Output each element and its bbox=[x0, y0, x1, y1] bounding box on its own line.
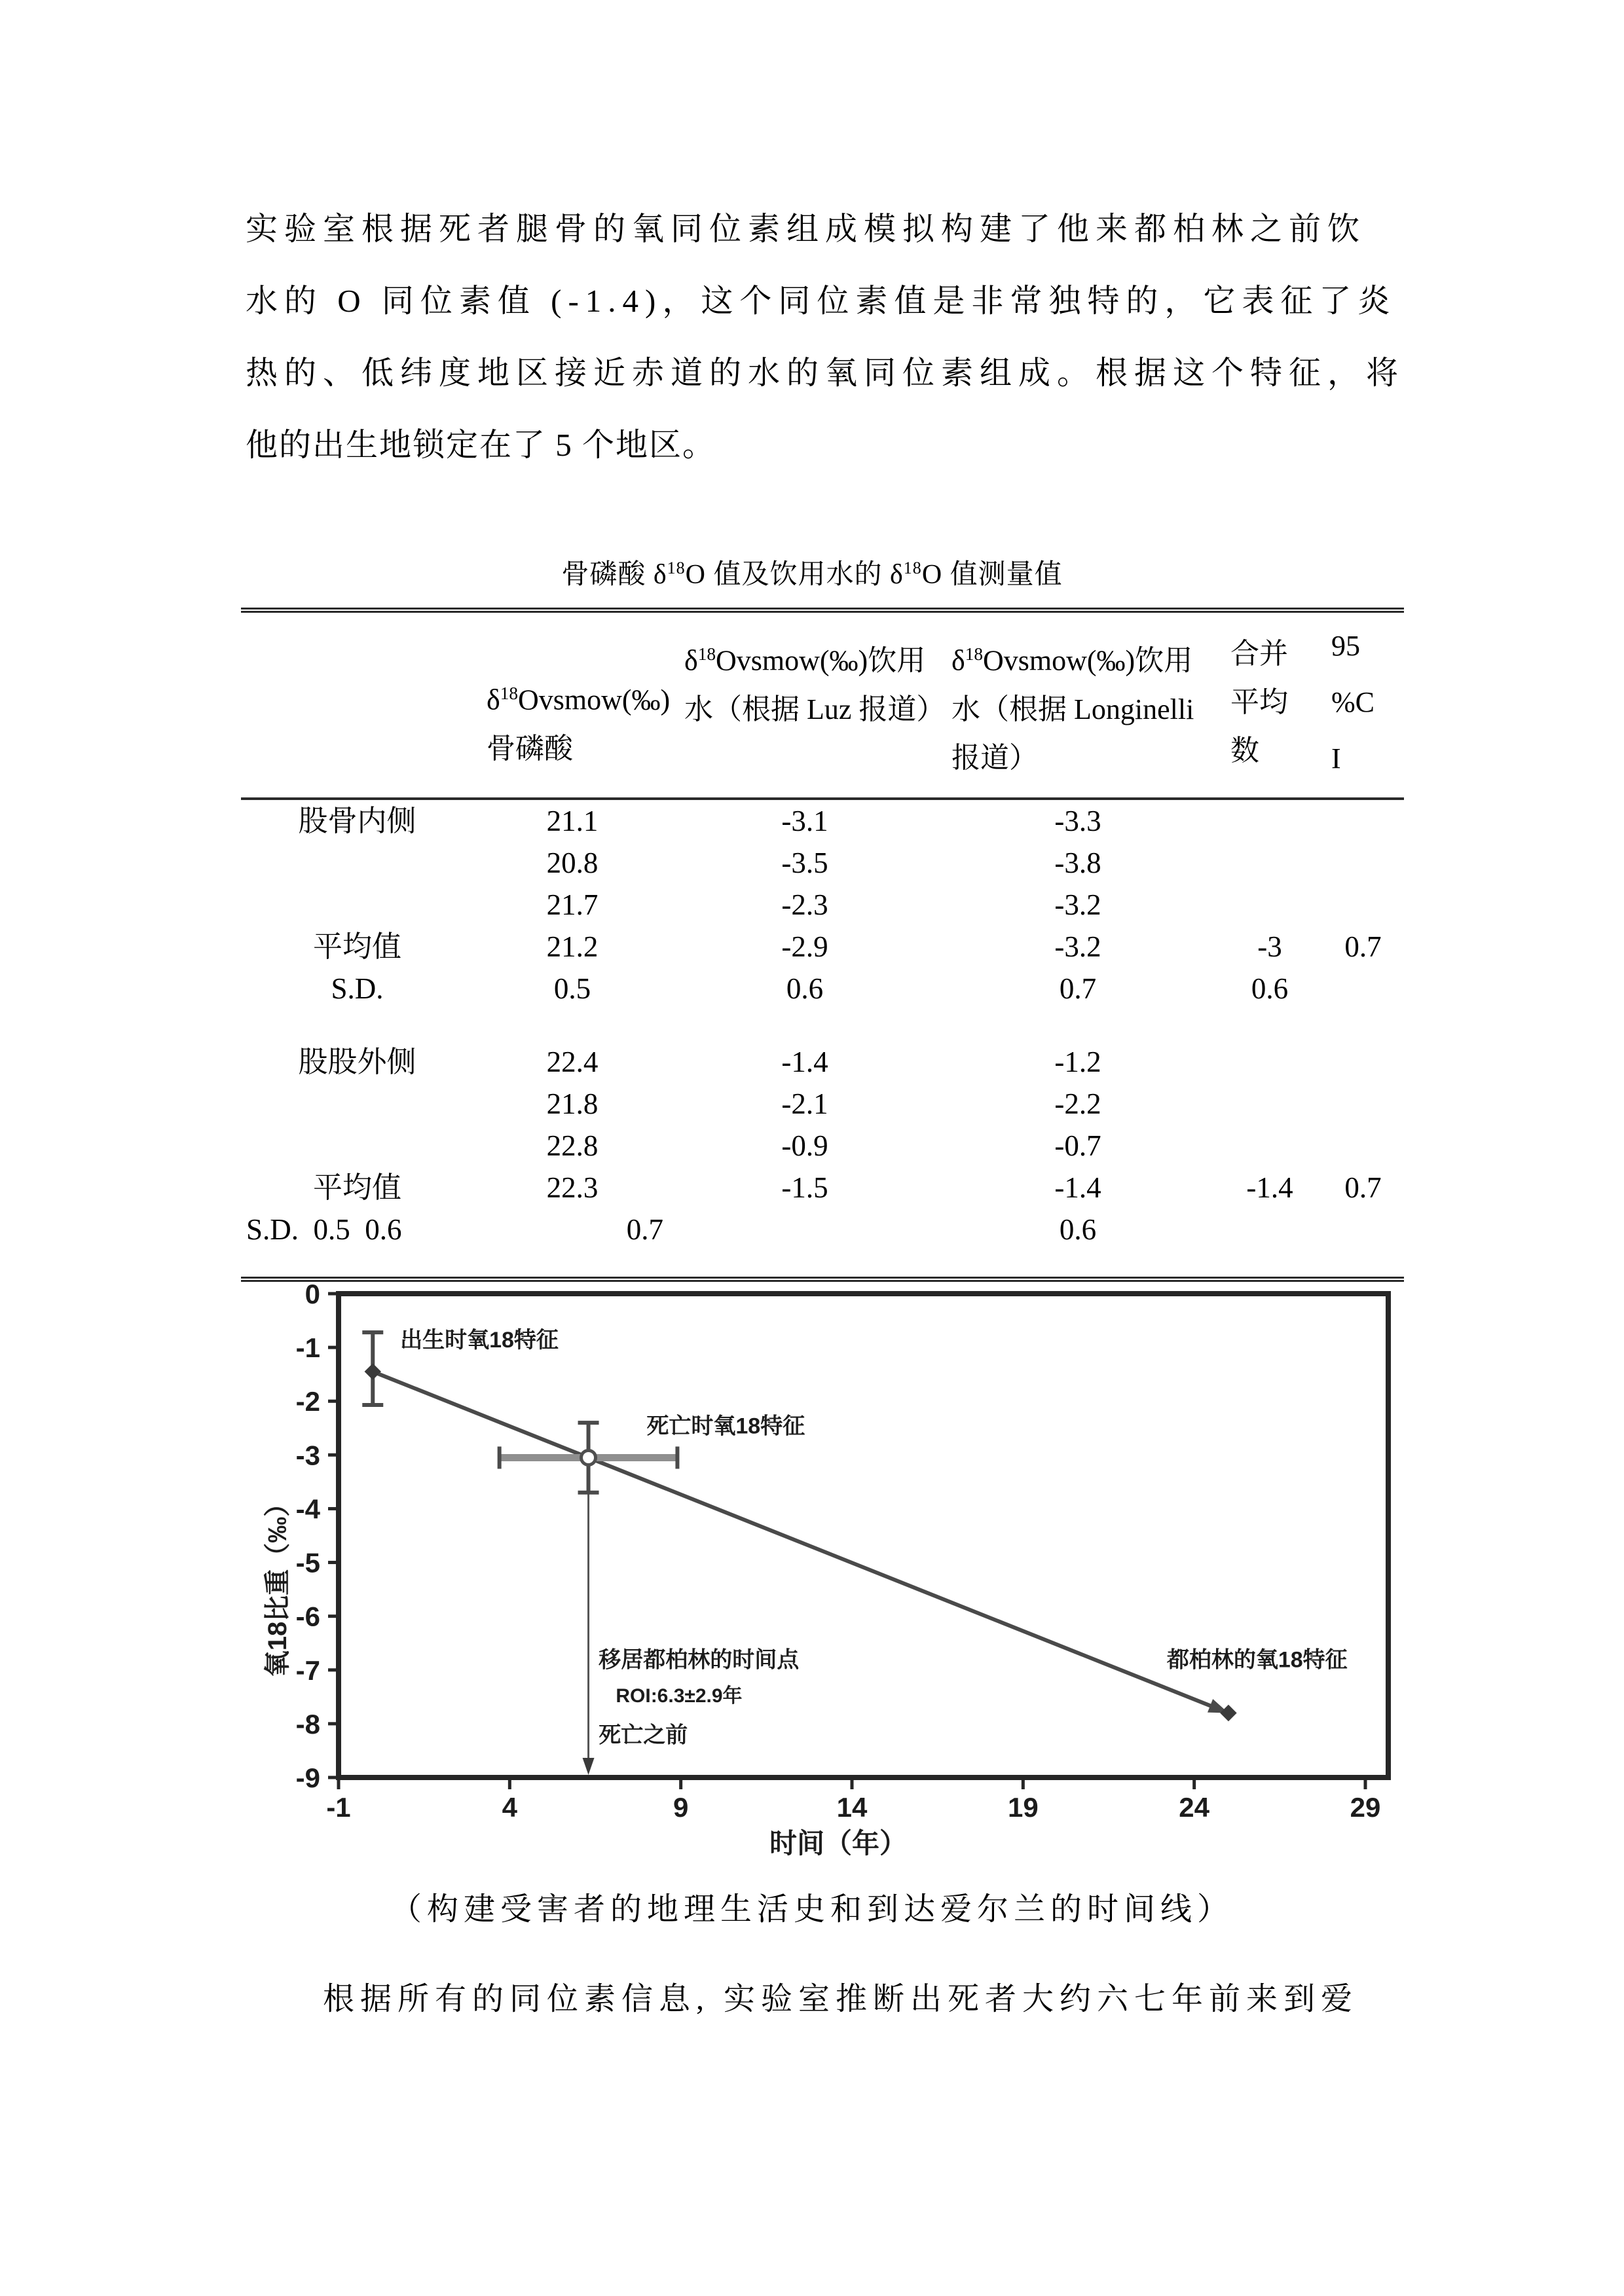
table-cell: -3.5 bbox=[781, 847, 828, 879]
y-tick-label: 0 bbox=[304, 1279, 320, 1309]
y-tick-label: -6 bbox=[295, 1601, 320, 1632]
table-cell bbox=[671, 1209, 938, 1250]
table-cell bbox=[1322, 799, 1404, 842]
table-title-text: O 值及饮用水的 δ bbox=[685, 560, 904, 590]
data-point-diamond bbox=[365, 1363, 381, 1379]
y-tick-label: -4 bbox=[295, 1493, 320, 1525]
table-cell: -3 bbox=[1257, 930, 1282, 963]
table-cell: -0.9 bbox=[781, 1129, 828, 1162]
header-line: $\delta^{18}Ovsmow(‰)$ bbox=[487, 683, 671, 716]
table-header-water-luz: $\delta^{18}Ovsmow(‰)$饮用水（根据 Luz 报道） bbox=[684, 644, 946, 725]
intro-paragraph bbox=[246, 193, 1405, 481]
table-cell: -3.8 bbox=[1054, 847, 1101, 879]
data-line-segment bbox=[373, 1372, 588, 1457]
table-cell: -3.3 bbox=[1054, 805, 1101, 837]
table-cell: 0.6 bbox=[786, 972, 824, 1005]
table-cell: 0.7 bbox=[626, 1213, 663, 1246]
table-row bbox=[241, 884, 1404, 926]
superscript-18: 18 bbox=[903, 558, 922, 577]
table-cell: -0.7 bbox=[1054, 1129, 1101, 1162]
table-cell: 22.4 bbox=[546, 1046, 599, 1078]
table-body bbox=[241, 799, 1404, 1279]
superscript-18: 18 bbox=[667, 558, 686, 577]
dropline-arrow-icon bbox=[583, 1758, 595, 1775]
y-tick-label: -5 bbox=[295, 1547, 320, 1578]
table-cell: 平均值 bbox=[312, 930, 401, 963]
table-cell bbox=[1322, 1125, 1404, 1167]
table-cell: 21.1 bbox=[546, 805, 599, 837]
table-cell bbox=[1217, 1125, 1322, 1167]
table-cell: -3.1 bbox=[781, 805, 828, 837]
x-tick-label: 24 bbox=[1179, 1792, 1210, 1823]
table-cell bbox=[241, 1083, 473, 1125]
table-cell: -1.4 bbox=[1054, 1171, 1101, 1204]
table-header-95ci: 95 %C I bbox=[1331, 630, 1375, 774]
x-tick-label: 19 bbox=[1007, 1792, 1039, 1823]
table-cell bbox=[1322, 1083, 1404, 1125]
paragraph-line: 热的、低纬度地区接近赤道的水的氧同位素组成。根据这个特征，将 bbox=[246, 355, 1405, 391]
data-point-diamond bbox=[1220, 1705, 1236, 1721]
table-cell: 股骨内侧 bbox=[298, 805, 416, 837]
table-cell: 20.8 bbox=[546, 847, 599, 879]
chart-annotation: 死亡之前 bbox=[599, 1722, 688, 1748]
table-cell bbox=[241, 1125, 473, 1167]
y-tick-label: -8 bbox=[295, 1708, 320, 1740]
table-cell bbox=[1322, 968, 1404, 1010]
table-cell: 0.6 bbox=[1251, 972, 1289, 1005]
closing-paragraph: 根据所有的同位素信息, 实验室推断出死者大约六七年前来到爱 bbox=[323, 1982, 1359, 2016]
y-tick-label: -7 bbox=[295, 1654, 320, 1686]
oxygen18-time-chart bbox=[249, 1277, 1428, 1892]
table-row bbox=[241, 1167, 1404, 1209]
chart-annotation: 出生时氧18特征 bbox=[400, 1328, 559, 1353]
table-cell: 0.7 bbox=[1344, 1171, 1382, 1204]
table-cell: 21.2 bbox=[546, 930, 599, 963]
paragraph-line: 他的出生地锁定在了 5 个地区。 bbox=[246, 427, 716, 463]
isotope-measurement-table bbox=[241, 608, 1404, 1282]
table-row bbox=[241, 1083, 1404, 1125]
table-header-pooled-mean: 合并 平均 数 bbox=[1230, 638, 1288, 767]
table-cell: 0.6 bbox=[1059, 1213, 1097, 1246]
table-cell: 0.7 bbox=[1059, 972, 1097, 1005]
table-title-text: O 值测量值 bbox=[921, 560, 1063, 590]
table-cell: 0.7 bbox=[1344, 930, 1382, 963]
plot-border bbox=[339, 1294, 1388, 1777]
table-cell: S.D. bbox=[331, 972, 384, 1005]
table-cell: 股股外侧 bbox=[298, 1046, 416, 1078]
table-cell: 22.3 bbox=[546, 1171, 599, 1204]
y-tick-label: -9 bbox=[295, 1762, 320, 1793]
table-cell: 21.7 bbox=[546, 888, 599, 921]
table-cell bbox=[1322, 1209, 1404, 1250]
y-tick-label: -3 bbox=[295, 1440, 320, 1471]
table-cell bbox=[1322, 842, 1404, 884]
table-cell: -3.2 bbox=[1054, 888, 1101, 921]
chart-annotation: 都柏林的氧18特征 bbox=[1166, 1647, 1348, 1673]
table-row bbox=[241, 799, 1404, 842]
table-row bbox=[241, 968, 1404, 1010]
data-point-circle bbox=[581, 1450, 596, 1465]
x-tick-label: 14 bbox=[836, 1792, 868, 1823]
table-header-row bbox=[241, 610, 1404, 799]
table-header-empty bbox=[241, 610, 473, 799]
table-cell: -1.4 bbox=[781, 1046, 828, 1078]
table-cell: S.D. 0.5 0.6 bbox=[246, 1213, 402, 1246]
x-tick-label: 29 bbox=[1350, 1792, 1381, 1823]
table-cell: -3.2 bbox=[1054, 930, 1101, 963]
table-header-water-longinelli: $\delta^{18}Ovsmow(‰)$饮用水（根据 Longinelli 报道） bbox=[951, 644, 1194, 774]
table-cell: -1.2 bbox=[1054, 1046, 1101, 1078]
table-cell bbox=[241, 884, 473, 926]
table-row bbox=[241, 1041, 1404, 1083]
table-cell bbox=[1322, 884, 1404, 926]
table-cell bbox=[241, 842, 473, 884]
table-cell bbox=[1217, 1041, 1322, 1083]
table-cell bbox=[1217, 884, 1322, 926]
chart-annotation: 死亡时氧18特征 bbox=[646, 1413, 805, 1439]
table-cell: -2.9 bbox=[781, 930, 828, 963]
table-header-bone-phosphate bbox=[473, 610, 671, 799]
table-cell: -1.4 bbox=[1246, 1171, 1293, 1204]
table-cell bbox=[1217, 1209, 1322, 1250]
chart-annotation: 移居都柏林的时间点 bbox=[599, 1647, 800, 1673]
y-tick-label: -1 bbox=[295, 1332, 320, 1364]
table-cell: -2.1 bbox=[781, 1087, 828, 1120]
table-cell: -2.2 bbox=[1054, 1087, 1101, 1120]
x-axis-title: 时间（年） bbox=[769, 1828, 908, 1859]
table-pad-row bbox=[241, 1250, 1404, 1279]
table-row bbox=[241, 926, 1404, 968]
table-row bbox=[241, 1209, 1404, 1250]
x-tick-label: 4 bbox=[502, 1792, 518, 1823]
table-title bbox=[246, 549, 1378, 594]
y-axis-title: 氧18比重（‰） bbox=[263, 1490, 292, 1677]
table-title-text: 骨磷酸 δ bbox=[561, 560, 667, 590]
x-tick-label: 9 bbox=[673, 1792, 689, 1823]
y-tick-label: -2 bbox=[295, 1386, 320, 1417]
table-gap-row bbox=[241, 1010, 1404, 1041]
x-tick-label: -1 bbox=[326, 1792, 351, 1823]
table-cell: 22.8 bbox=[546, 1129, 599, 1162]
chart-annotation: ROI:6.3±2.9年 bbox=[616, 1685, 743, 1707]
table-cell: -1.5 bbox=[781, 1171, 828, 1204]
header-line: 骨磷酸 bbox=[487, 732, 573, 765]
table-cell: 平均值 bbox=[312, 1171, 401, 1204]
table-cell: 0.5 bbox=[553, 972, 591, 1005]
table-cell bbox=[1217, 1083, 1322, 1125]
table-cell bbox=[1322, 1041, 1404, 1083]
table-row bbox=[241, 1125, 1404, 1167]
table-cell bbox=[1217, 799, 1322, 842]
table-cell: -2.3 bbox=[781, 888, 828, 921]
paragraph-line: 水的 O 同位素值 (-1.4)，这个同位素值是非常独特的，它表征了炎 bbox=[246, 283, 1397, 319]
table-row bbox=[241, 842, 1404, 884]
paragraph-line: 实验室根据死者腿骨的氧同位素组成模拟构建了他来都柏林之前饮 bbox=[246, 211, 1367, 247]
table-cell: 21.8 bbox=[546, 1087, 599, 1120]
figure-caption: （构建受害者的地理生活史和到达爱尔兰的时间线） bbox=[390, 1892, 1234, 1927]
table-cell bbox=[1217, 842, 1322, 884]
